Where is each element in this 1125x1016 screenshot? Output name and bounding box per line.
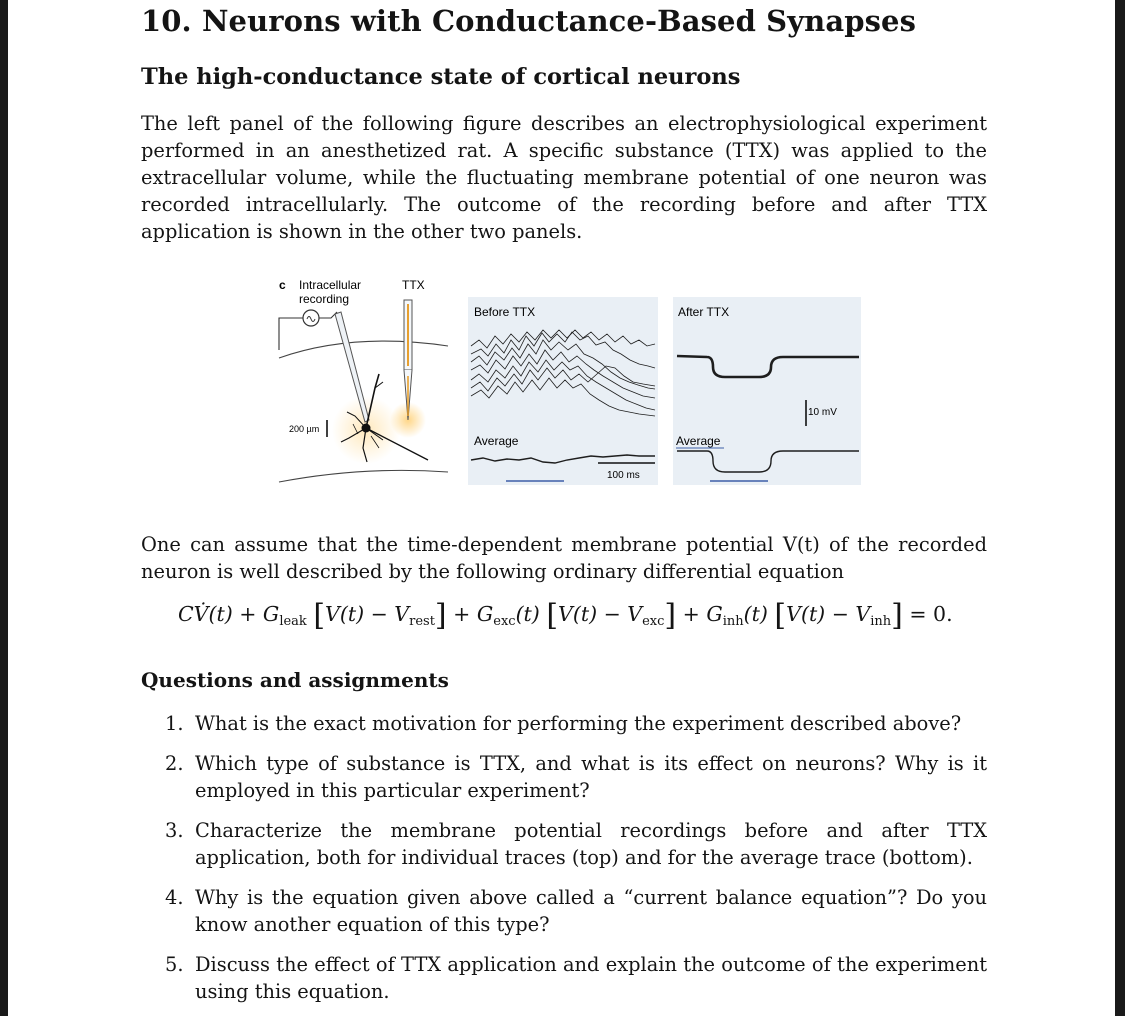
eq-bracket-close: ] bbox=[664, 598, 677, 633]
cortex-lower-line bbox=[279, 470, 448, 482]
eq-capacitive-term: CV̇(t) + G bbox=[178, 602, 280, 626]
eq-exc-subscript: exc bbox=[493, 614, 516, 629]
question-number: 5. bbox=[165, 953, 184, 976]
eq-inh-term: + G bbox=[682, 602, 723, 626]
eq-inh-time: (t) bbox=[743, 602, 768, 626]
panel-letter: c bbox=[279, 278, 286, 292]
document-page bbox=[8, 0, 1115, 1016]
eq-inh-subscript: inh bbox=[722, 614, 744, 629]
scale-um-label: 200 µm bbox=[289, 424, 320, 434]
figure-svg bbox=[263, 270, 863, 492]
eq-inh-body: V(t) − V bbox=[786, 602, 871, 626]
question-text: Which type of substance is TTX, and what is its effect on neurons? Why is it employed in this particular experiment? bbox=[195, 752, 987, 802]
time-scale-label: 100 ms bbox=[607, 470, 640, 481]
question-text: What is the exact motivation for performing the experiment described above? bbox=[195, 712, 962, 735]
label-recording: recording bbox=[299, 292, 350, 306]
list-item bbox=[165, 884, 987, 938]
electrode-wire bbox=[319, 312, 337, 318]
eq-bracket-open: [ bbox=[774, 598, 787, 633]
eq-exc-body: V(t) − V bbox=[558, 602, 643, 626]
eq-exc-term: + G bbox=[453, 602, 494, 626]
label-ttx: TTX bbox=[402, 278, 425, 292]
eq-bracket-open: [ bbox=[546, 598, 559, 633]
eq-leak-subscript: leak bbox=[279, 614, 307, 629]
setup-panel bbox=[279, 278, 448, 482]
question-text: Characterize the membrane potential recordings before and after TTX application, both for individual traces (top) and for the average trace (bottom). bbox=[195, 819, 987, 869]
after-panel-bg bbox=[673, 297, 861, 485]
eq-rhs: = 0. bbox=[909, 602, 953, 626]
before-ttx-title: Before TTX bbox=[474, 305, 536, 319]
questions-list bbox=[165, 710, 987, 1016]
question-number: 4. bbox=[165, 886, 184, 909]
question-text: Discuss the effect of TTX application and explain the outcome of the experiment using this equation. bbox=[195, 953, 987, 1003]
eq-leak-body: V(t) − V bbox=[325, 602, 410, 626]
section-title: The high-conductance state of cortical neurons bbox=[141, 64, 741, 90]
after-ttx-title: After TTX bbox=[678, 305, 730, 319]
list-item bbox=[165, 750, 987, 804]
before-ttx-panel bbox=[468, 297, 658, 485]
eq-inh-reversal-subscript: inh bbox=[870, 614, 892, 629]
eq-bracket-open: [ bbox=[313, 598, 326, 633]
list-item bbox=[165, 951, 987, 1005]
amplifier-wire bbox=[279, 318, 303, 350]
eq-bracket-close: ] bbox=[891, 598, 903, 633]
question-number: 2. bbox=[165, 752, 184, 775]
eq-rest-subscript: rest bbox=[409, 614, 435, 629]
label-intracellular: Intracellular bbox=[299, 278, 362, 292]
before-average-label: Average bbox=[474, 434, 519, 448]
eq-exc-reversal-subscript: exc bbox=[642, 614, 665, 629]
after-average-label: Average bbox=[676, 434, 721, 448]
voltage-scale-label: 10 mV bbox=[808, 407, 837, 418]
intro-paragraph: The left panel of the following figure describes an electrophysiological experiment performed in an anesthetized rat. A specific substance (TTX) was applied to the extracellular volume, while the fluctuating membrane potential of one neuron was recorded intracellularly. The outcome of the recording before and after TTX application is shown in the other two panels. bbox=[141, 112, 987, 243]
list-item bbox=[165, 710, 987, 737]
current-balance-equation bbox=[178, 598, 953, 633]
question-number: 1. bbox=[165, 712, 184, 735]
equation-intro-paragraph: One can assume that the time-dependent membrane potential V(t) of the recorded neuron is well described by the following ordinary differential equation bbox=[141, 533, 987, 583]
after-ttx-panel bbox=[673, 297, 861, 485]
questions-heading: Questions and assignments bbox=[141, 668, 449, 692]
eq-exc-time: (t) bbox=[515, 602, 540, 626]
list-item bbox=[165, 817, 987, 871]
experiment-figure bbox=[263, 270, 863, 492]
eq-bracket-close: ] bbox=[434, 598, 447, 633]
chapter-title: 10. Neurons with Conductance-Based Synapses bbox=[141, 4, 917, 38]
amplifier-wave-icon bbox=[307, 317, 315, 322]
question-text: Why is the equation given above called a “current balance equation”? Do you know another equation of this type? bbox=[195, 886, 987, 936]
cortex-surface-line bbox=[279, 341, 448, 358]
question-number: 3. bbox=[165, 819, 184, 842]
